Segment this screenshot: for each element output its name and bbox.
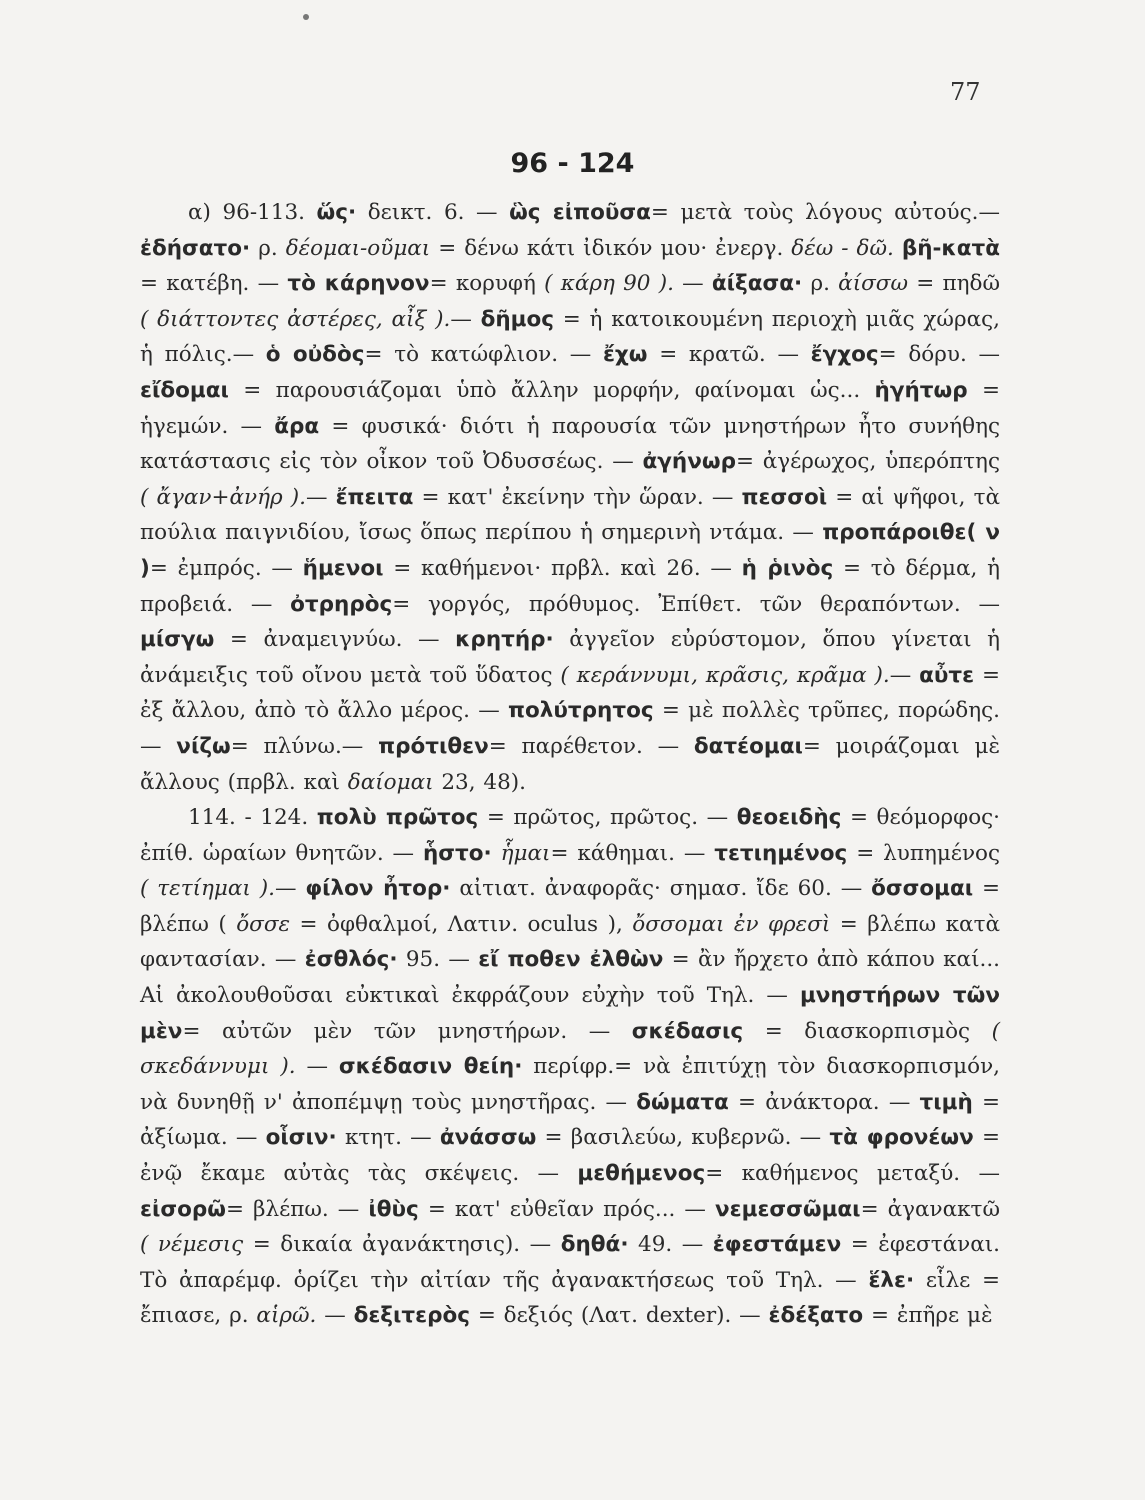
gloss-text: = ἂν ἤρχετο ἀπὸ κάπου καί... Αἱ ἀκολουθοῦσαι εὐκτικαὶ ἐκφράζουν εὐχὴν τοῦ Τηλ. — [140, 947, 1001, 1009]
lemma: εἴ ποθεν ἐλθὼν [478, 947, 664, 973]
gloss-text: = ἀξίωμα. — [140, 1089, 1001, 1151]
gloss-text: = ἀγανακτῶ [860, 1196, 1000, 1222]
lemma: εἰσορῶ [140, 1196, 226, 1222]
lemma: δεξιτερὸς [353, 1303, 470, 1329]
gloss-text: = δεξιός (Λατ. dexter). — [469, 1303, 769, 1329]
italic-text: δαίομαι [347, 769, 434, 795]
page-number: 77 [950, 78, 981, 106]
gloss-text: = κάθημαι. — [550, 840, 715, 866]
gloss-text: 49. — [628, 1232, 713, 1258]
gloss-text: = πλύνω.— [230, 733, 379, 759]
gloss-text: = ἡγεμών. — [140, 377, 1000, 439]
gloss-text: δεικτ. 6. — [356, 200, 510, 225]
gloss-text: — [295, 1054, 339, 1080]
lemma: ἐφεστάμεν [712, 1232, 842, 1258]
gloss-text [894, 236, 902, 261]
gloss-text: = ἀνάκτορα. — [728, 1089, 920, 1115]
gloss-text: = φυσικά· διότι ἡ παρουσία τῶν μνηστήρων ἦτο συνήθης κατάστασις εἰς τὸν οἶκον τοῦ Ὀδυσσέως. — [140, 413, 1000, 475]
lemma: μεθήμενος [577, 1161, 706, 1187]
gloss-text: = βλέπω. — [225, 1196, 369, 1222]
lemma: κρητήρ· [455, 627, 554, 653]
gloss-text: = γοργός, πρόθυμος. Ἐπίθετ. τῶν θεραπόντων. — [392, 591, 1000, 617]
gloss-text: ρ. [250, 235, 286, 261]
gloss-text: 95. — [397, 947, 479, 973]
italic-text: ( κάρη 90 ). [544, 271, 674, 297]
lemma: ἧστο· [422, 840, 492, 866]
gloss-text: = δένω κάτι ἰδικόν μου· ἐνεργ. [430, 235, 792, 261]
italic-text: ὄσσε [236, 911, 291, 937]
italic-text: ( κεράννυμι, κρᾶσις, κρᾶμα ). [560, 662, 890, 688]
italic-text: δέω - δῶ. [791, 235, 894, 261]
italic-text: ἧμαι [500, 840, 551, 866]
gloss-text: = λυπημένος [847, 840, 1000, 866]
gloss-text: ρ. [802, 271, 839, 297]
gloss-text: = ἐνῷ ἔκαμε αὐτὰς τὰς σκέψεις. — [140, 1125, 1000, 1187]
lemma: ἀνάσσω [439, 1125, 537, 1151]
gloss-text: — [673, 271, 712, 297]
lemma: τὸ κάρηνον [287, 271, 430, 297]
lemma: ἔχω [602, 342, 648, 368]
italic-text: ( σκεδάννυμι ). [140, 1018, 1000, 1080]
italic-text: ( τετίημαι ). [140, 876, 275, 902]
gloss-text: = παρέθετον. — [488, 733, 694, 759]
gloss-text: = βλέπω κατὰ φαντασίαν. — [140, 911, 1000, 973]
gloss-text: = κρατῶ. — [647, 342, 811, 368]
gloss-text: — [889, 662, 920, 688]
lemma: αὖτε [919, 662, 975, 688]
gloss-text: — [305, 484, 336, 510]
italic-text: ( νέμεσις [140, 1232, 244, 1258]
lemma: ἰθὺς [368, 1196, 419, 1222]
lemma: θεοειδὴς [736, 805, 842, 831]
gloss-text: = κατ' εὐθεῖαν πρός... — [418, 1196, 716, 1222]
gloss-text: = αὐτῶν μὲν τῶν μνηστήρων. — [182, 1018, 632, 1044]
gloss-text: = ἡ κατοικουμένη περιοχὴ μιᾶς χώρας, ἡ πόλις.— [140, 306, 1000, 368]
gloss-text: — [450, 306, 481, 332]
lemma: προπάροιθε( ν ) [140, 520, 1000, 581]
lemma: ἐδήσατο· [140, 235, 251, 261]
lemma: δατέομαι [693, 733, 803, 759]
gloss-text: ἀγγεῖον εὐρύστομον, ὅπου γίνεται ἡ ἀνάμειξις τοῦ οἴνου μετὰ τοῦ ὕδατος [140, 627, 1001, 688]
gloss-text: = ὀφθαλμοί, Λατιν. oculus ), [290, 911, 633, 937]
italic-text: δέομαι-οῦμαι [285, 235, 431, 261]
gloss-text: = δικαία ἀγανάκτησις). — [243, 1232, 561, 1258]
lemma: ὁ οὐδὸς [265, 342, 365, 368]
gloss-text: = βλέπω ( [140, 876, 1000, 937]
lemma: ἡ ῥινὸς [741, 555, 834, 581]
lemma: μίσγω [140, 627, 215, 653]
ink-dot [303, 14, 309, 20]
lemma: μνηστήρων τῶν μὲν [140, 983, 1000, 1044]
lemma: ἔπειτα [335, 484, 414, 510]
commentary-body [140, 195, 1000, 1334]
lemma: ἡγήτωρ [874, 377, 968, 403]
gloss-text: = μοιράζομαι μὲ ἄλλους (πρβλ. καὶ [140, 733, 1000, 795]
lemma: πρότιθεν [378, 733, 489, 759]
lemma: τὰ φρονέων [829, 1125, 974, 1151]
gloss-text [492, 841, 501, 866]
lemma: σκέδασις [631, 1018, 744, 1044]
gloss-text: = μὲ πολλὲς τρῦπες, πορώδης. — [140, 698, 1001, 759]
gloss-text: α) 96-113. [188, 200, 317, 225]
lemma: ἄρα [274, 413, 320, 439]
gloss-text: = τὸ κατώφλιον. — [364, 342, 603, 368]
lemma: πεσσοὶ [741, 484, 828, 510]
lemma: ἐδέξατο [768, 1303, 864, 1329]
lemma: σκέδασιν θείη· [338, 1054, 523, 1080]
gloss-text: = μετὰ τοὺς λόγους αὐτούς.— [650, 200, 1000, 225]
gloss-text: = ἀγέρωχος, ὑπερόπτης [735, 449, 1000, 475]
lemma: οἷσιν· [265, 1125, 337, 1151]
gloss-text: = αἱ ψῆφοι, τὰ πούλια παιγνιδίου, ἴσως ὅπως περίπου ἡ σημερινὴ ντάμα. — [140, 484, 1000, 546]
section-title: 96 - 124 [510, 148, 635, 179]
lemma: δῆμος [480, 306, 555, 332]
lemma: ἥμενοι [302, 555, 384, 581]
paragraph-114-124 [140, 800, 1000, 1334]
lemma: ἐσθλός· [304, 947, 398, 973]
lemma: δώματα [636, 1089, 729, 1115]
lemma: ἀγήνωρ [642, 449, 736, 475]
gloss-text: = βασιλεύω, κυβερνῶ. — [536, 1125, 830, 1151]
gloss-text: = ἐξ ἄλλου, ἀπὸ τὸ ἄλλο μέρος. — [140, 662, 1000, 724]
lemma: τιμὴ [919, 1089, 973, 1115]
gloss-text: = ἐμπρός. — [149, 555, 303, 581]
lemma: ὀτρηρὸς [290, 591, 393, 617]
lemma: πολὺ πρῶτος [316, 805, 479, 831]
lemma: εἴδομαι [140, 377, 229, 403]
lemma: πολύτρητος [508, 698, 654, 724]
lemma: βῆ-κατὰ [901, 235, 1000, 261]
italic-text: ὄσσομαι ἐν φρεσὶ [632, 911, 831, 937]
lemma: ὄσσομαι [871, 876, 974, 902]
gloss-text: 114. - 124. [188, 805, 317, 831]
paragraph-96-113 [140, 195, 1000, 800]
gloss-text: — [316, 1303, 354, 1329]
lemma: ἕλε· [868, 1267, 915, 1293]
italic-text: αἱρῶ. [256, 1303, 317, 1329]
lemma: δηθά· [560, 1232, 629, 1258]
gloss-text: = ἐπῆρε μὲ [863, 1303, 993, 1329]
gloss-text: = ἐφεστάναι. Τὸ ἀπαρέμφ. ὁρίζει τὴν αἰτίαν τῆς ἀγανακτήσεως τοῦ Τηλ. — [140, 1232, 1000, 1293]
gloss-text: = τὸ δέρμα, ἡ προβειά. — [140, 555, 1000, 617]
gloss-text: = πρῶτος, πρῶτος. — [478, 805, 737, 831]
gloss-text: — [274, 876, 306, 902]
lemma: τετιημένος [714, 840, 848, 866]
gloss-text: = παρουσιάζομαι ὑπὸ ἄλλην μορφήν, φαίνομαι ὡς... [228, 377, 875, 403]
gloss-text: = διασκορπισμὸς [743, 1018, 992, 1044]
lemma: ἀίξασα· [711, 271, 803, 297]
gloss-text: = δόρυ. — [878, 342, 1000, 368]
gloss-text: = καθήμενος μεταξύ. — [705, 1161, 1000, 1187]
gloss-text: περίφρ.= νὰ ἐπιτύχῃ τὸν διασκορπισμόν, νὰ δυνηθῇ ν' ἀποπέμψῃ τοὺς μνηστῆρας. — [140, 1054, 1001, 1115]
gloss-text: = θεόμορφος· ἐπίθ. ὡραίων θνητῶν. — [140, 805, 1001, 866]
gloss-text: εἷλε = ἔπιασε, ρ. [140, 1267, 1000, 1329]
gloss-text: αἰτιατ. ἀναφορᾶς· σημασ. ἴδε 60. — [450, 876, 872, 902]
italic-text: ( ἄγαν+ἀνήρ ). [140, 484, 306, 510]
lemma: ὥς· [316, 200, 357, 225]
gloss-text: = καθήμενοι· πρβλ. καὶ 26. — [383, 555, 742, 581]
lemma: ἔγχος [810, 342, 879, 368]
gloss-text: = πηδῶ [908, 271, 1000, 297]
lemma: νεμεσσῶμαι [715, 1196, 861, 1222]
lemma: φίλον ἦτορ· [305, 876, 451, 902]
gloss-text: = κατ' ἐκείνην τὴν ὥραν. — [413, 484, 742, 510]
gloss-text: = κατέβη. — [140, 271, 288, 297]
lemma: νίζω [176, 733, 231, 759]
gloss-text: = ἀναμειγνύω. — [214, 627, 456, 653]
italic-text: ( διάττοντες ἀστέρες, αἶξ ). [140, 306, 451, 332]
lemma: ὣς εἰποῦσα [509, 200, 651, 225]
gloss-text: κτητ. — [336, 1125, 440, 1151]
gloss-text: 23, 48). [433, 769, 526, 795]
gloss-text: = κορυφή [429, 271, 545, 297]
italic-text: ἀίσσω [838, 271, 909, 297]
